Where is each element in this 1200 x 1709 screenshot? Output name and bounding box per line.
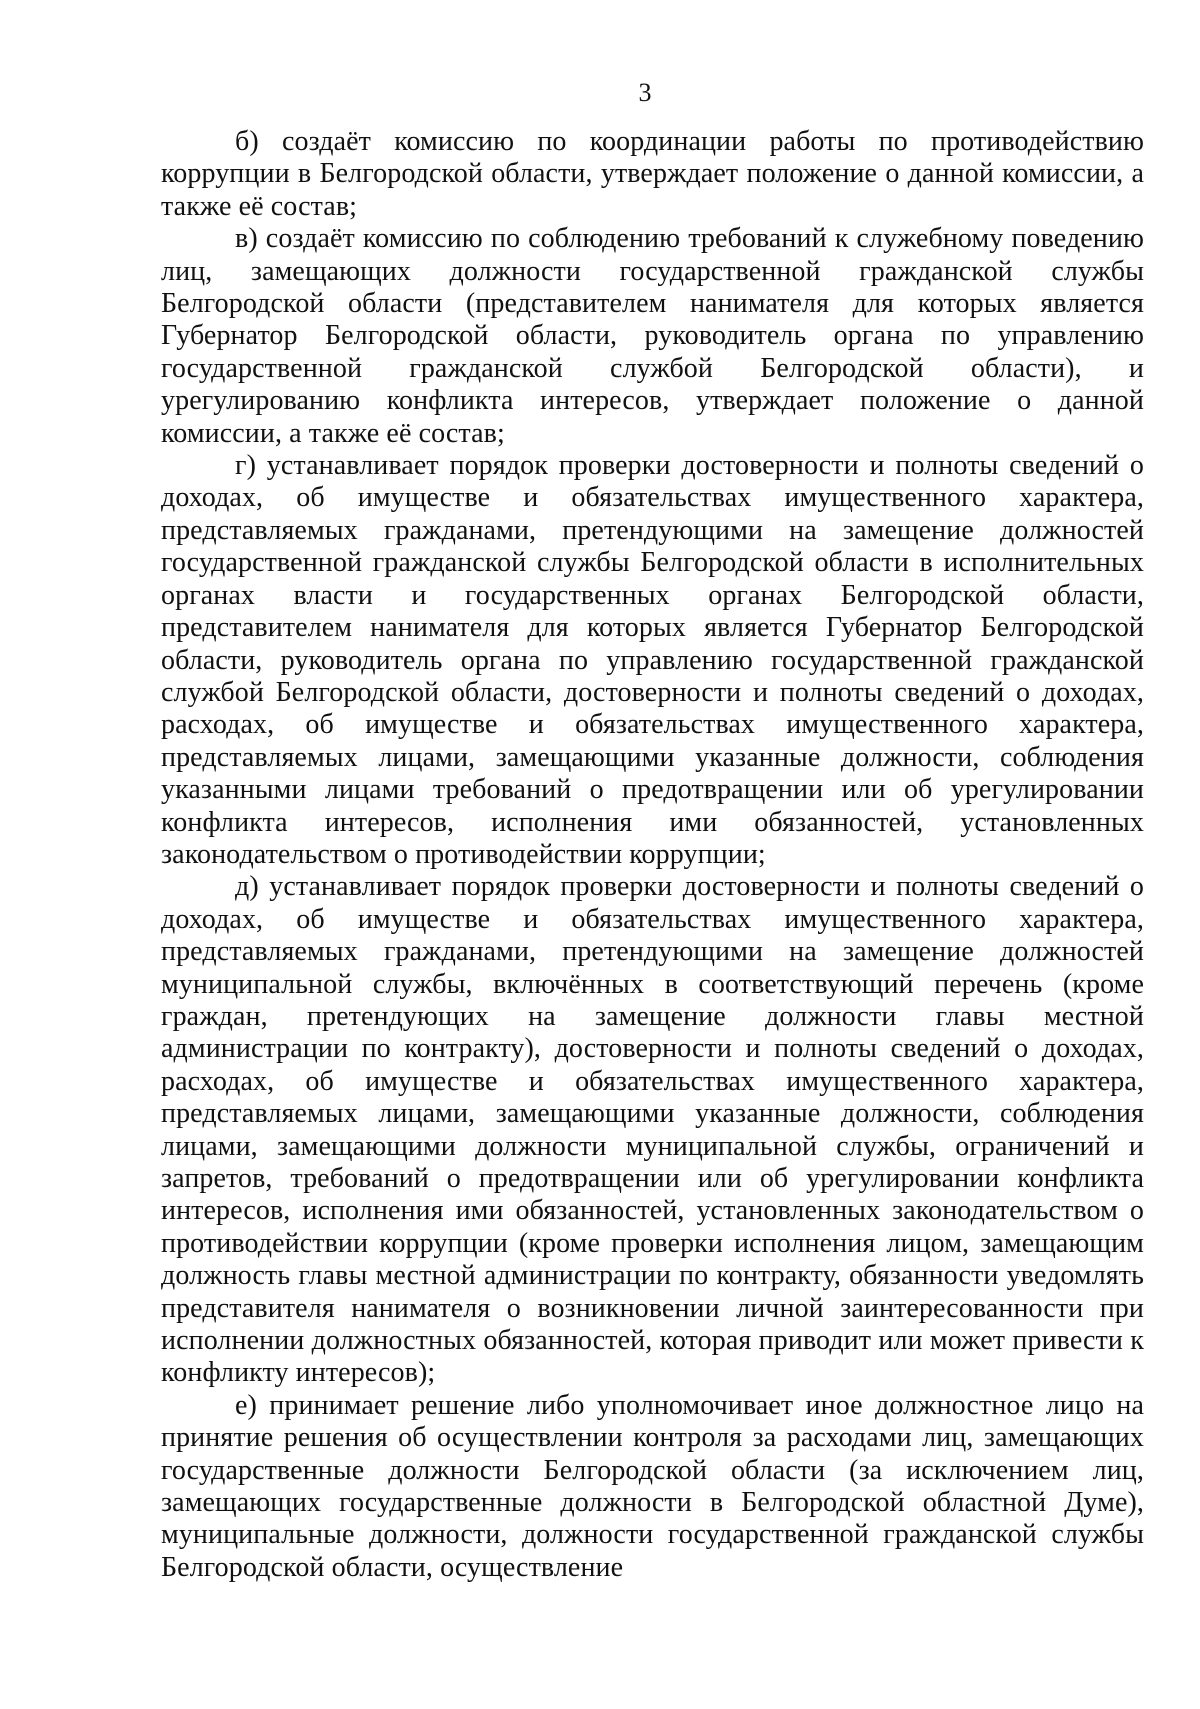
paragraph-v: в) создаёт комиссию по соблюдению требований к служебному поведению лиц, замещающих должности государственной гражданской службы Белгородской области (представителем нанимателя для которых является Губернатор Белгородской области, руководитель органа по управлению государственной гражданской службой Белгородской области), и урегулированию конфликта интересов, утверждает положение о данной комиссии, а также её состав; xyxy=(161,223,1144,449)
paragraph-g: г) устанавливает порядок проверки достоверности и полноты сведений о доходах, об имуществе и обязательствах имущественного характера, представляемых гражданами, претендующими на замещение должностей государственной гражданской службы Белгородской области в исполнительных органах власти и государственных органах Белгородской области, представителем нанимателя для которых является Губернатор Белгородской области, руководитель органа по управлению государственной гражданской службой Белгородской области, достоверности и полноты сведений о доходах, расходах, об имуществе и обязательствах имущественного характера, представляемых лицами, замещающими указанные должности, соблюдения указанными лицами требований о предотвращении или об урегулировании конфликта интересов, исполнения ими обязанностей, установленных законодательством о противодействии коррупции; xyxy=(161,450,1144,870)
document-body xyxy=(161,126,1144,1584)
paragraph-d: д) устанавливает порядок проверки достоверности и полноты сведений о доходах, об имуществе и обязательствах имущественного характера, представляемых гражданами, претендующими на замещение должностей муниципальной службы, включённых в соответствующий перечень (кроме граждан, претендующих на замещение должности главы местной администрации по контракту), достоверности и полноты сведений о доходах, расходах, об имуществе и обязательствах имущественного характера, представляемых лицами, замещающими указанные должности, соблюдения лицами, замещающими должности муниципальной службы, ограничений и запретов, требований о предотвращении или об урегулировании конфликта интересов, исполнения ими обязанностей, установленных законодательством о противодействии коррупции (кроме проверки исполнения лицом, замещающим должность главы местной администрации по контракту, обязанности уведомлять представителя нанимателя о возникновении личной заинтересованности при исполнении должностных обязанностей, которая приводит или может привести к конфликту интересов); xyxy=(161,871,1144,1389)
paragraph-b: б) создаёт комиссию по координации работы по противодействию коррупции в Белгородской области, утверждает положение о данной комиссии, а также её состав; xyxy=(161,126,1144,222)
paragraph-e: е) принимает решение либо уполномочивает иное должностное лицо на принятие решения об осуществлении контроля за расходами лиц, замещающих государственные должности Белгородской области (за исключением лиц, замещающих государственные должности в Белгородской областной Думе), муниципальные должности, должности государственной гражданской службы Белгородской области, осуществление xyxy=(161,1389,1144,1583)
page-number: 3 xyxy=(638,78,652,107)
